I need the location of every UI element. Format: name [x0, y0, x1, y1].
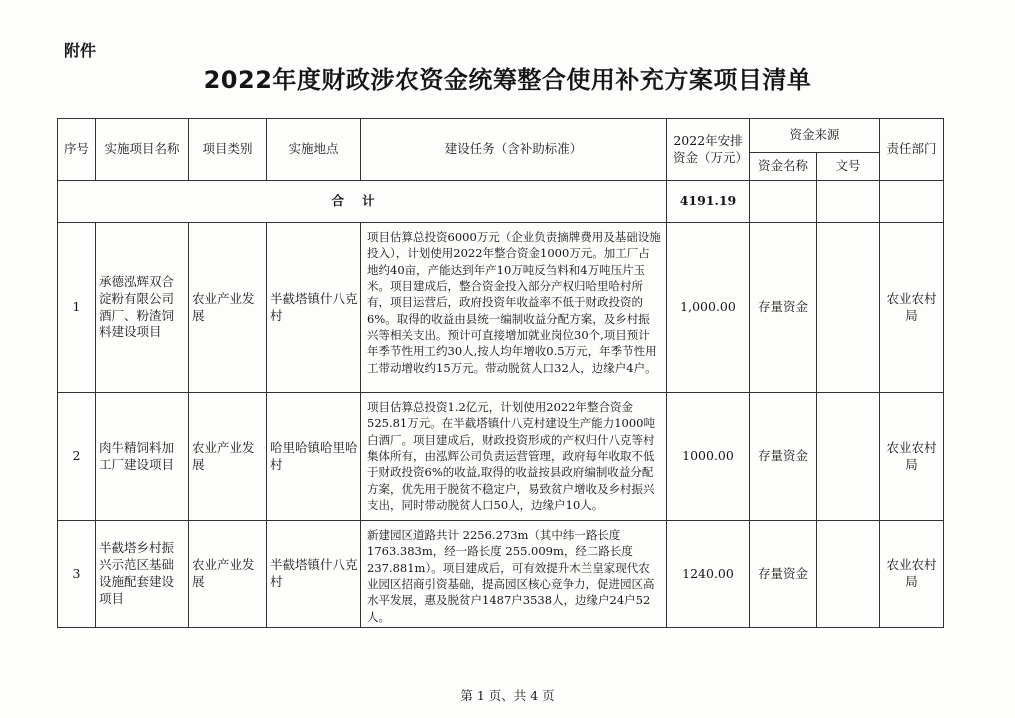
header-category: 项目类别	[189, 119, 267, 181]
row-doc-no	[817, 521, 880, 628]
row-dept: 农业农村局	[880, 521, 944, 628]
project-list-table	[57, 118, 944, 628]
header-fund-source: 资金来源	[750, 119, 880, 153]
row-seq: 3	[58, 521, 96, 628]
attachment-label: 附件	[64, 41, 97, 60]
total-value: 4191.19	[667, 181, 750, 223]
table-row	[58, 223, 944, 393]
row-funds: 1240.00	[667, 521, 750, 628]
row-dept: 农业农村局	[880, 393, 944, 521]
row-source-name: 存量资金	[750, 393, 817, 521]
row-category: 农业产业发展	[189, 521, 267, 628]
row-location: 半截塔镇什八克村	[267, 521, 361, 628]
row-source-name: 存量资金	[750, 223, 817, 393]
header-row	[58, 119, 944, 153]
row-project-name: 肉牛精饲料加工厂建设项目	[96, 393, 189, 521]
page-title: 2022年度财政涉农资金统筹整合使用补充方案项目清单	[203, 66, 812, 94]
header-doc-no: 文号	[817, 153, 880, 181]
row-dept: 农业农村局	[880, 223, 944, 393]
row-task: 项目估算总投资6000万元（企业负责摘牌费用及基础设施投入），计划使用2022年整合资金1000万元。加工厂占地约40亩，产能达到年产10万吨反刍料和4万吨压片玉米。项目建成后，整合资金投入部分产权归哈里哈村所有，项目运营后，政府投资年收益率不低于财政投资的6%。取得的收益由县统一编制收益分配方案，及乡村振兴等相关支出。预计可直接增加就业岗位30个,项目预计年季节性用工约30人,按人均年增收0.5万元，年季节性用工带动增收约15万元。带动脱贫人口32人，边缘户4户。	[361, 223, 667, 393]
row-project-name: 承德泓辉双合淀粉有限公司酒厂、粉渣饲料建设项目	[96, 223, 189, 393]
row-location: 半截塔镇什八克村	[267, 223, 361, 393]
header-seq: 序号	[58, 119, 96, 181]
row-location: 哈里哈镇哈里哈村	[267, 393, 361, 521]
page-number: 第 1 页、共 4 页	[460, 688, 555, 703]
row-seq: 1	[58, 223, 96, 393]
total-label: 合计	[58, 181, 667, 223]
header-location: 实施地点	[267, 119, 361, 181]
header-project-name: 实施项目名称	[96, 119, 189, 181]
header-funds: 2022年安排资金（万元）	[667, 119, 750, 181]
table-row	[58, 393, 944, 521]
table-row	[58, 521, 944, 628]
total-row	[58, 181, 944, 223]
row-source-name: 存量资金	[750, 521, 817, 628]
row-project-name: 半截塔乡村振兴示范区基础设施配套建设项目	[96, 521, 189, 628]
row-task: 新建园区道路共计 2256.273m（其中纬一路长度1763.383m，经一路长度 255.009m，经二路长度237.881m）。项目建成后，可有效提升木兰皇家现代农业园区招商引资基础，提高园区核心竞争力，促进园区高水平发展，惠及脱贫户1487户3538人，边缘户24户52人。	[361, 521, 667, 628]
header-task: 建设任务（含补助标准）	[361, 119, 667, 181]
row-funds: 1,000.00	[667, 223, 750, 393]
header-responsible-dept: 责任部门	[880, 119, 944, 181]
row-task: 项目估算总投资1.2亿元，计划使用2022年整合资金525.81万元。在半截塔镇什八克村建设生产能力1000吨白酒厂。项目建成后，财政投资形成的产权归什八克等村集体所有，由泓辉公司负责运营管理，政府每年收取不低于财政投资6%的收益,取得的收益按县政府编制收益分配方案，优先用于脱贫不稳定户，易致贫户增收及乡村振兴支出，同时带动脱贫人口50人，边缘户10人。	[361, 393, 667, 521]
row-doc-no	[817, 223, 880, 393]
row-category: 农业产业发展	[189, 223, 267, 393]
row-doc-no	[817, 393, 880, 521]
row-seq: 2	[58, 393, 96, 521]
row-funds: 1000.00	[667, 393, 750, 521]
row-category: 农业产业发展	[189, 393, 267, 521]
header-source-name: 资金名称	[750, 153, 817, 181]
